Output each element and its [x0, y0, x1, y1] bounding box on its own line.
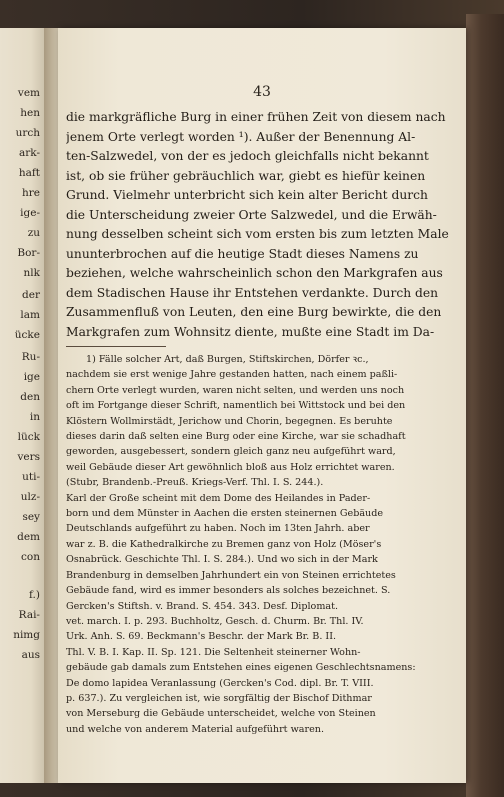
footnote-line: von Merseburg die Gebäude unterscheidet, welche von Steinen [66, 708, 376, 720]
previous-page-fragment: hre [22, 187, 40, 199]
previous-page-fragment: vers [17, 451, 40, 463]
previous-page-fragment: Ru- [21, 351, 40, 363]
previous-page-fragment: in [29, 411, 40, 423]
footnote-line: Deutschlands aufgeführt zu haben. Noch im 13ten Jahrh. aber [66, 523, 370, 535]
previous-page-fragment: sey [22, 511, 40, 523]
previous-page-fragment: ige- [20, 207, 40, 219]
footnote-line: geworden, ausgebessert, sondern gleich ganz neu aufgeführt ward, [66, 446, 396, 458]
previous-page-fragment: Bor- [17, 247, 40, 259]
previous-page-fragment: haft [18, 167, 40, 179]
footnote-line: Gebäude fand, wird es immer besonders als solches bezeichnet. S. [66, 585, 391, 597]
previous-page-fragment: der [22, 289, 40, 301]
previous-page-fragment: nimg [13, 629, 40, 641]
footnote-line: Brandenburg in demselben Jahrhundert ein von Steinen errichtetes [66, 569, 396, 581]
footnote-line: p. 637.). Zu vergleichen ist, wie sorgfältig der Bischof Dithmar [66, 692, 372, 704]
footnote-line: Klöstern Wollmirstädt, Jerichow und Chorin, begegnen. Es beruhte [66, 415, 393, 427]
footnote-line: vet. march. I. p. 293. Buchholtz, Gesch. d. Churm. Br. Thl. IV. [66, 615, 364, 627]
previous-page-fragment: con [21, 551, 40, 563]
footnote-line: war z. B. die Kathedralkirche zu Bremen ganz von Holz (Möser's [66, 538, 382, 550]
footnote-line: Karl der Große scheint mit dem Dome des Heilandes in Pader- [66, 492, 371, 504]
previous-page-fragment: f.) [29, 589, 40, 601]
footnote-line: gebäude gab damals zum Entstehen eines eigenen Geschlechtsnamens: [66, 662, 416, 674]
previous-page-edge [0, 28, 44, 783]
body-line: die markgräfliche Burg in einer frühen Zeit von diesem nach [66, 110, 446, 124]
previous-page-fragment: uti- [22, 471, 40, 483]
previous-page-fragment: aus [21, 649, 40, 661]
body-line: jenem Orte verlegt worden ¹). Außer der Benennung Al- [66, 129, 416, 144]
footnote-line: Gercken's Stiftsh. v. Brand. S. 454. 343. Desf. Diplomat. [66, 600, 339, 612]
footnote-line: oft im Fortgange dieser Schrift, namentlich bei Wittstock und bei den [66, 400, 406, 412]
footnote-line: Osnabrück. Geschichte Thl. I. S. 284.). Und wo sich in der Mark [66, 554, 378, 566]
body-line: Markgrafen zum Wohnsitz diente, mußte eine Stadt im Da- [66, 324, 435, 339]
footnote-line: Thl. V. B. I. Kap. II. Sp. 121. Die Seltenheit steinerner Wohn- [66, 646, 361, 658]
footnote-line: born und dem Münster in Aachen die ersten steinernen Gebäude [66, 508, 384, 520]
previous-page-fragment: den [20, 391, 40, 403]
previous-page-fragment: nlk [23, 267, 40, 279]
page-number: 43 [253, 84, 271, 100]
footnote-line: De domo lapidea Veranlassung (Gercken's Cod. dipl. Br. T. VIII. [66, 677, 374, 689]
body-line: ununterbrochen auf die heutige Stadt dieses Namens zu [66, 246, 419, 261]
previous-page-fragment: ark- [18, 147, 40, 159]
body-line: ten-Salzwedel, von der es jedoch gleichfalls nicht bekannt [66, 149, 429, 163]
footnote-line: chern Orte verlegt wurden, waren nicht selten, und werden uns noch [66, 384, 405, 396]
body-line: Grund. Vielmehr unterbricht sich kein alter Bericht durch [66, 188, 428, 202]
body-line: beziehen, welche wahrscheinlich schon den Markgrafen aus [66, 266, 443, 280]
footnote-line: 1) Fälle solcher Art, daß Burgen, Stiftskirchen, Dörfer ꝛc., [86, 354, 369, 365]
previous-page-fragment: ücke [14, 329, 40, 341]
footnote-block [66, 352, 456, 737]
footnote-line: weil Gebäude dieser Art gewöhnlich bloß aus Holz errichtet waren. [66, 461, 395, 473]
body-line: dem Stadischen Hause ihr Entstehen verdankte. Durch den [66, 285, 439, 300]
body-line: ist, ob sie früher gebräuchlich war, giebt es hiefür keinen [66, 168, 426, 183]
footnote-rule [66, 346, 166, 347]
previous-page-fragment: vem [17, 87, 40, 99]
previous-page-fragment: lam [20, 309, 40, 321]
body-line: Zusammenfluß von Leuten, den eine Burg bewirkte, die den [66, 305, 442, 319]
previous-page-fragment: zu [27, 227, 40, 239]
previous-page-fragment: urch [15, 127, 40, 139]
previous-page-fragment: ige [23, 371, 40, 383]
book-cover-edge [466, 14, 504, 797]
previous-page-fragment: hen [20, 107, 40, 119]
previous-page-fragment: ulz- [20, 491, 40, 503]
body-line: die Unterscheidung zweier Orte Salzwedel, und die Erwäh- [66, 207, 437, 222]
footnote-line: nachdem sie erst wenige Jahre gestanden hatten, nach einem paßli- [66, 369, 398, 381]
body-line: nung desselben scheint sich vom ersten bis zum letzten Male [66, 227, 449, 241]
previous-page-fragment: lück [17, 431, 40, 443]
main-text-block [66, 108, 452, 342]
previous-page-fragment: Rai- [18, 609, 40, 621]
footnote-line: und welche von anderem Material aufgeführt waren. [66, 723, 324, 735]
footnote-line: Urk. Anh. S. 69. Beckmann's Beschr. der Mark Br. B. II. [66, 631, 337, 643]
footnote-line: (Stubr, Brandenb.-Preuß. Kriegs-Verf. Thl. I. S. 244.). [66, 477, 324, 489]
book-page [58, 28, 466, 783]
footnote-line: dieses darin daß selten eine Burg oder eine Kirche, war sie schadhaft [66, 431, 406, 443]
previous-page-fragment: dem [17, 531, 40, 543]
